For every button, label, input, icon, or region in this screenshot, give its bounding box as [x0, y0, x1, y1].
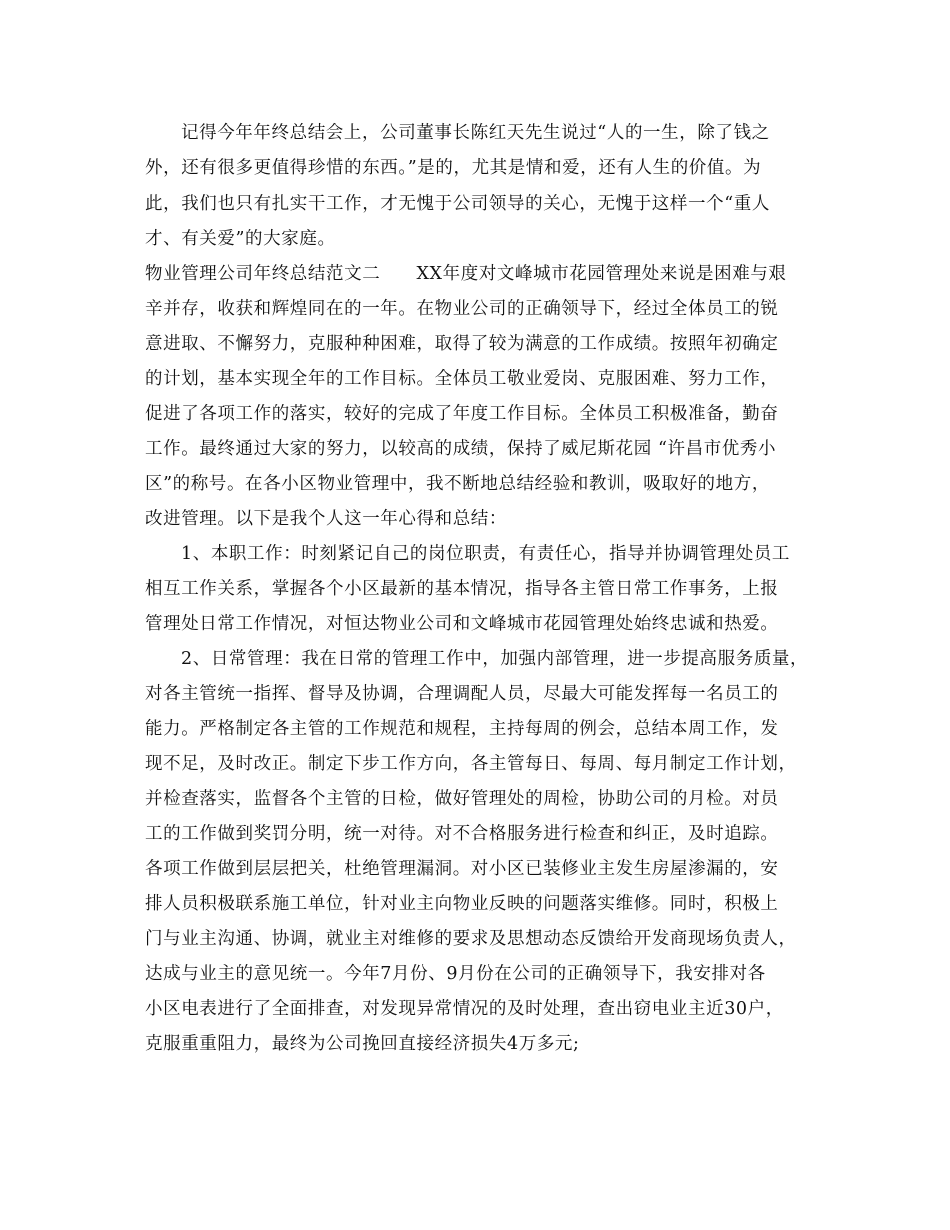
text-line: 1、本职工作：时刻紧记自己的岗位职责，有责任心，指导并协调管理处员工 [181, 544, 791, 564]
text-line: 此，我们也只有扎实干工作，才无愧于公司领导的关心，无愧于这样一个“重人 [145, 194, 770, 214]
text-line: 相互工作关系，掌握各个小区最新的基本情况，指导各主管日常工作事务，上报 [145, 579, 779, 599]
text-line: 排人员积极联系施工单位，针对业主向物业反映的问题落实维修。同时，积极上 [145, 894, 779, 914]
text-line: 克服重重阻力，最终为公司挽回直接经济损失4万多元; [145, 1034, 580, 1054]
text-line: 工的工作做到奖罚分明，统一对待。对不合格服务进行检查和纠正，及时追踪。 [145, 824, 779, 844]
text-line: 管理处日常工作情况，对恒达物业公司和文峰城市花园管理处始终忠诚和热爱。 [145, 614, 779, 634]
text-line: 能力。严格制定各主管的工作规范和规程，主持每周的例会，总结本周工作，发 [145, 719, 779, 739]
text-line: 现不足，及时改正。制定下步工作方向，各主管每日、每周、每月制定工作计划， [145, 754, 797, 774]
section-heading-line: 物业管理公司年终总结范文二 XX年度对文峰城市花园管理处来说是困难与艰 [145, 264, 787, 284]
text-line: 辛并存，收获和辉煌同在的一年。在物业公司的正确领导下，经过全体员工的锐 [145, 299, 779, 319]
text-line: 门与业主沟通、协调，就业主对维修的要求及思想动态反馈给开发商现场负责人， [145, 929, 797, 949]
text-line: 各项工作做到层层把关，杜绝管理漏洞。对小区已装修业主发生房屋渗漏的，安 [145, 859, 779, 879]
text-line: 改进管理。以下是我个人这一年心得和总结： [145, 509, 507, 529]
text-line: 并检查落实，监督各个主管的日检，做好管理处的周检，协助公司的月检。对员 [145, 789, 779, 809]
text-line: 记得今年年终总结会上，公司董事长陈红天先生说过“人的一生，除了钱之 [181, 123, 770, 143]
text-line: 才、有关爱”的大家庭。 [145, 229, 336, 249]
text-line: 工作。最终通过大家的努力，以较高的成绩，保持了威尼斯花园 “许昌市优秀小 [145, 439, 777, 459]
text-line: 区”的称号。在各小区物业管理中，我不断地总结经验和教训，吸取好的地方， [145, 474, 770, 494]
text-line: 达成与业主的意见统一。今年7月份、9月份在公司的正确领导下，我安排对各 [145, 964, 766, 984]
text-line: 对各主管统一指挥、督导及协调，合理调配人员，尽最大可能发挥每一名员工的 [145, 684, 779, 704]
text-line: 2、日常管理：我在日常的管理工作中，加强内部管理，进一步提高服务质量， [181, 649, 809, 669]
text-line: 促进了各项工作的落实，较好的完成了年度工作目标。全体员工积极准备，勤奋 [145, 404, 779, 424]
text-line: 外，还有很多更值得珍惜的东西。”是的，尤其是情和爱，还有人生的价值。为 [145, 158, 762, 178]
text-line: 小区电表进行了全面排查，对发现异常情况的及时处理，查出窃电业主近30户， [145, 999, 784, 1019]
text-line: 的计划，基本实现全年的工作目标。全体员工敬业爱岗、克服困难、努力工作， [145, 369, 779, 389]
text-line: 意进取、不懈努力，克服种种困难，取得了较为满意的工作成绩。按照年初确定 [145, 334, 779, 354]
